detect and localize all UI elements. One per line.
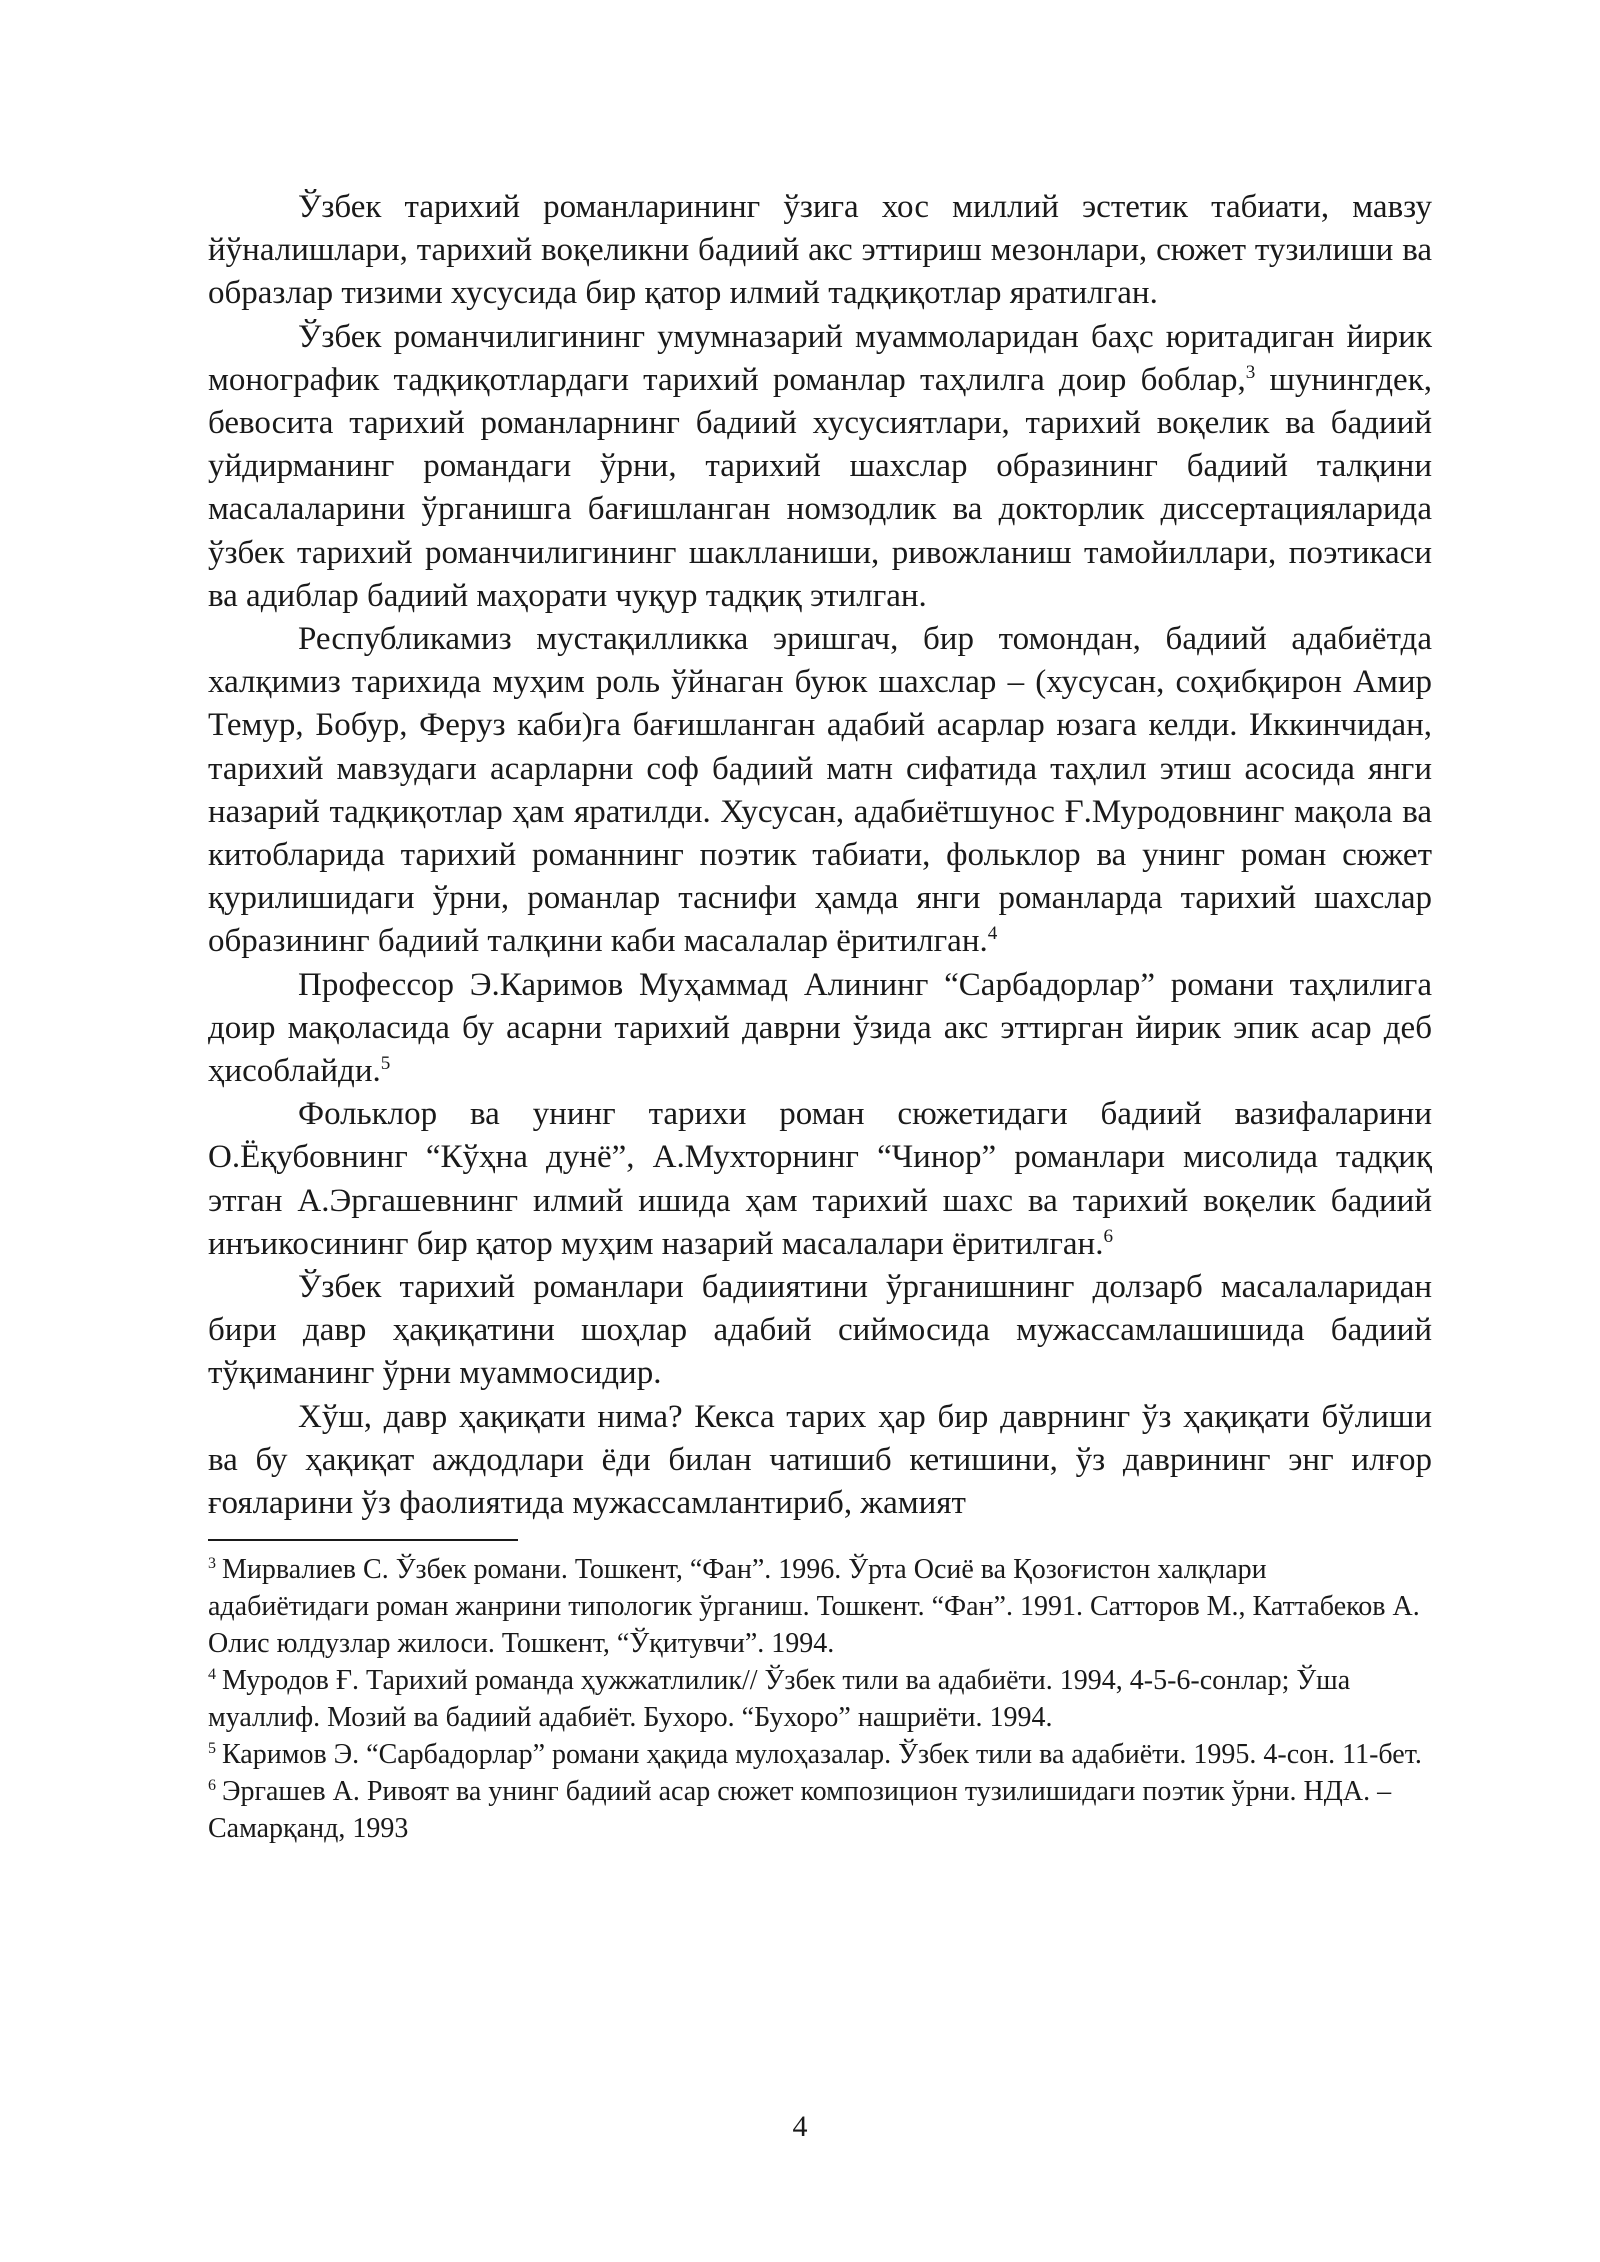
paragraph xyxy=(208,1396,1432,1526)
footnote-number: 5 xyxy=(208,1739,216,1757)
footnotes xyxy=(208,1551,1432,1847)
footnote-number: 6 xyxy=(208,1776,216,1794)
body-text xyxy=(208,186,1432,1525)
footnote-ref: 6 xyxy=(1103,1225,1114,1247)
paragraph-text: шунингдек, бевосита тарихий романларнинг бадиий хусусиятлари, тарихий воқелик ва бадиий уйдирманинг романдаги ўрни, тарихий шахслар образининг бадиий талқини масалаларини ўрганишга бағишланган номзодлик ва докторлик диссертацияларида ўзбек тарихий романчилигининг шаклланиши, ривожланиш тамойиллари, поэтикаси ва адиблар бадиий маҳорати чуқур тадқиқ этилган. xyxy=(208,361,1432,614)
paragraph-text: Ўзбек тарихий романлари бадииятини ўрганишнинг долзарб масалаларидан бири давр ҳақиқатини шоҳлар адабий сиймосида мужассамлашишида бадиий тўқиманинг ўрни муаммосидир. xyxy=(208,1269,1432,1392)
footnote-number: 3 xyxy=(208,1554,216,1572)
page-body xyxy=(208,186,1432,1847)
footnote-text: Мирвалиев С. Ўзбек романи. Тошкент, “Фан”. 1996. Ўрта Осиё ва Қозоғистон халқлари адабиётидаги роман жанрини типологик ўрганиш. Тошкент. “Фан”. 1991. Сатторов М., Каттабеков А. Олис юлдузлар жилоси. Тошкент, “Ўқитувчи”. 1994. xyxy=(208,1554,1420,1660)
paragraph-text: Ўзбек тарихий романларининг ўзига хос миллий эстетик табиати, мавзу йўналишлари, тарихий воқеликни бадиий акс эттириш мезонлари, сюжет тузилиши ва образлар тизими хусусида бир қатор илмий тадқиқотлар яратилган. xyxy=(208,189,1432,312)
footnote-text: Муродов Ғ. Тарихий романда ҳужжатлилик// Ўзбек тили ва адабиёти. 1994, 4-5-6-сонлар; Ўша муаллиф. Мозий ва бадиий адабиёт. Бухоро. “Бухоро” нашриёти. 1994. xyxy=(208,1665,1351,1734)
paragraph-text: Профессор Э.Каримов Муҳаммад Алининг “Сарбадорлар” романи таҳлилига доир мақоласида бу асарни тарихий даврни ўзида акс эттирган йирик эпик асар деб ҳисоблайди. xyxy=(208,966,1432,1090)
page-number: 4 xyxy=(792,2110,808,2143)
footnote xyxy=(208,1662,1432,1736)
paragraph-text: Ўзбек романчилигининг умумназарий муаммоларидан баҳс юритадиган йирик монографик тадқиқотлардаги тарихий романлар таҳлилга доир боблар, xyxy=(208,318,1432,398)
paragraph xyxy=(208,618,1432,964)
footnote-separator xyxy=(208,1539,518,1541)
paragraph xyxy=(208,316,1432,618)
paragraph-text: Хўш, давр ҳақиқати нима? Кекса тарих ҳар бир даврнинг ўз ҳақиқати бўлиши ва бу ҳақиқат аждодлари ёди билан чатишиб кетишини, ўз даврининг энг илғор ғояларини ўз фаолиятида мужассамлантириб, жамият xyxy=(208,1398,1432,1522)
footnote-ref: 4 xyxy=(987,923,998,945)
footnote xyxy=(208,1773,1432,1847)
paragraph xyxy=(208,1093,1432,1266)
footnote-ref: 3 xyxy=(1245,361,1256,383)
footnote-number: 4 xyxy=(208,1665,216,1683)
paragraph xyxy=(208,186,1432,316)
paragraph-text: Фольклор ва унинг тарихи роман сюжетидаги бадиий вазифаларини О.Ёқубовнинг “Кўҳна дунё”, А.Мухторнинг “Чинор” романлари мисолида тадқиқ этган А.Эргашевнинг илмий ишида ҳам тарихий шахс ва тарихий воқелик бадиий инъикосининг бир қатор муҳим назарий масалалари ёритилган. xyxy=(208,1096,1432,1262)
footnote xyxy=(208,1736,1432,1773)
footnote xyxy=(208,1551,1432,1662)
footnote-ref: 5 xyxy=(380,1053,391,1075)
paragraph xyxy=(208,964,1432,1094)
paragraph xyxy=(208,1266,1432,1396)
footnote-text: Каримов Э. “Сарбадорлар” романи ҳақида мулоҳазалар. Ўзбек тили ва адабиёти. 1995. 4-сон. 11-бет. xyxy=(222,1739,1422,1771)
paragraph-text: Республикамиз мустақилликка эришгач, бир томондан, бадиий адабиётда халқимиз тарихида муҳим роль ўйнаган буюк шахслар – (хусусан, соҳибқирон Амир Темур, Бобур, Феруз каби)га бағишланган адабий асарлар юзага келди. Иккинчидан, тарихий мавзудаги асарларни соф бадиий матн сифатида таҳлил этиш асосида янги назарий тадқиқотлар ҳам яратилди. Хусусан, адабиётшунос Ғ.Муродовнинг мақола ва китобларида тарихий романнинг поэтик табиати, фольклор ва унинг роман сюжет қурилишидаги ўрни, романлар таснифи ҳамда янги романларда тарихий шахслар образининг бадиий талқини каби масалалар ёритилган. xyxy=(208,621,1432,960)
footnote-text: Эргашев А. Ривоят ва унинг бадиий асар сюжет композицион тузилишидаги поэтик ўрни. НДА. – Самарқанд, 1993 xyxy=(208,1776,1392,1845)
